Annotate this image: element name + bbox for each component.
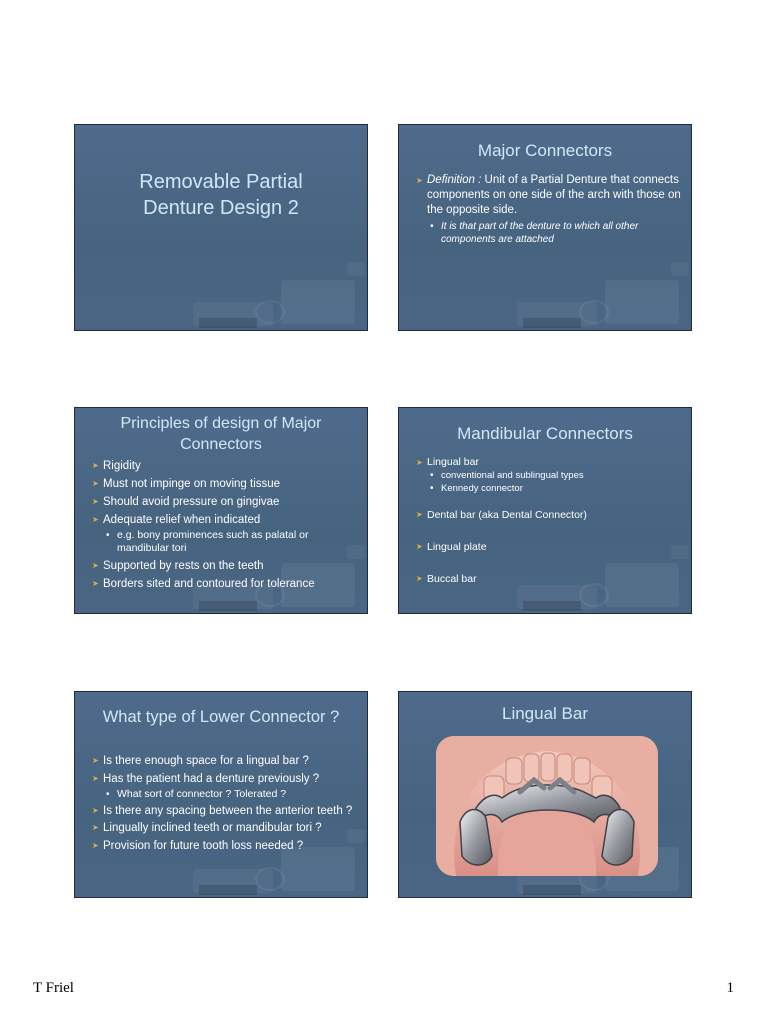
footer-author: T Friel bbox=[33, 980, 74, 996]
slide-heading: Mandibular Connectors bbox=[457, 424, 633, 443]
denture-illustration bbox=[436, 736, 658, 876]
sub-list bbox=[103, 788, 357, 801]
decor bbox=[199, 601, 257, 611]
list-item: • e.g. bony prominences such as palatal or mandibular tori bbox=[106, 529, 309, 554]
decor bbox=[347, 262, 365, 276]
lingual-bar-photo bbox=[436, 736, 658, 876]
list-item: ➤ Has the patient had a denture previously ? • What sort of connector ? Tolerated ? bbox=[93, 770, 357, 801]
decor bbox=[255, 867, 285, 891]
arrow-bullet-icon: ➤ bbox=[416, 510, 423, 519]
dot-bullet-icon: • bbox=[106, 789, 110, 800]
sub-list bbox=[427, 470, 681, 495]
arrow-bullet-icon: ➤ bbox=[92, 774, 99, 783]
arrow-bullet-icon: ➤ bbox=[92, 497, 99, 506]
slide-title bbox=[74, 124, 368, 331]
list-item: • Kennedy connector bbox=[430, 482, 523, 494]
decor bbox=[523, 601, 581, 611]
slide-heading: Lingual Bar bbox=[501, 704, 588, 723]
list-item: • conventional and sublingual types bbox=[430, 470, 584, 481]
definition-label: Definition : bbox=[427, 174, 482, 186]
slide-heading: Principles of design of Major Connectors bbox=[120, 415, 322, 453]
list-item: ➤ Supported by rests on the teeth bbox=[93, 557, 357, 575]
slide-lower-connector-question bbox=[74, 691, 368, 898]
arrow-bullet-icon: ➤ bbox=[416, 176, 423, 185]
decor bbox=[281, 280, 355, 324]
decor bbox=[605, 280, 679, 324]
arrow-bullet-icon: ➤ bbox=[416, 542, 423, 551]
arrow-bullet-icon: ➤ bbox=[92, 841, 99, 850]
list-item: ➤ Is there any spacing between the anterior teeth ? bbox=[92, 805, 353, 817]
list-item: ➤ Should avoid pressure on gingivae bbox=[93, 493, 357, 511]
dot-bullet-icon: • bbox=[430, 221, 434, 232]
arrow-bullet-icon: ➤ bbox=[92, 479, 99, 488]
decor bbox=[255, 300, 285, 324]
definition-text: Unit of a Partial Denture that connects components on one side of the arch with those on the opposite side. bbox=[427, 174, 681, 216]
list-item: • What sort of connector ? Tolerated ? bbox=[106, 788, 287, 800]
sub-list bbox=[427, 220, 681, 246]
slide-heading: Removable Partial Denture Design 2 bbox=[139, 171, 303, 219]
list-item: ➤ Adequate relief when indicated • e.g. bony prominences such as palatal or mandibular tori bbox=[93, 511, 357, 555]
list-item: ➤ Lingual plate bbox=[417, 538, 681, 556]
slide-lingual-bar bbox=[398, 691, 692, 898]
arrow-bullet-icon: ➤ bbox=[92, 515, 99, 524]
dot-bullet-icon: • bbox=[430, 470, 434, 481]
bullet-list bbox=[93, 457, 357, 593]
list-item: ➤ Buccal bar bbox=[417, 570, 681, 588]
list-item: • It is that part of the denture to which all other components are attached bbox=[430, 221, 639, 245]
sub-list bbox=[103, 529, 357, 555]
arrow-bullet-icon: ➤ bbox=[416, 458, 423, 467]
bullet-list bbox=[417, 455, 681, 588]
list-item: ➤ Rigidity bbox=[93, 457, 357, 475]
arrow-bullet-icon: ➤ bbox=[92, 823, 99, 832]
decor bbox=[199, 885, 257, 895]
decor bbox=[671, 262, 689, 276]
arrow-bullet-icon: ➤ bbox=[416, 574, 423, 583]
slide-heading: Major Connectors bbox=[477, 141, 613, 160]
slide-principles bbox=[74, 407, 368, 614]
slide-mandibular-connectors bbox=[398, 407, 692, 614]
arrow-bullet-icon: ➤ bbox=[92, 806, 99, 815]
arrow-bullet-icon: ➤ bbox=[92, 579, 99, 588]
slide-major-connectors bbox=[398, 124, 692, 331]
list-item: ➤ Borders sited and contoured for tolerance bbox=[93, 575, 357, 593]
decor bbox=[523, 885, 581, 895]
decor bbox=[199, 318, 257, 328]
list-item: ➤ Dental bar (aka Dental Connector) bbox=[417, 506, 681, 524]
list-item: ➤ Lingual bar • conventional and sublingual types • Kennedy connector bbox=[417, 455, 681, 495]
decor bbox=[523, 318, 581, 328]
dot-bullet-icon: • bbox=[106, 530, 110, 541]
bullet-list bbox=[93, 752, 357, 855]
dot-bullet-icon: • bbox=[430, 482, 434, 494]
arrow-bullet-icon: ➤ bbox=[92, 461, 99, 470]
slide-heading: What type of Lower Connector ? bbox=[102, 708, 340, 726]
decor bbox=[579, 300, 609, 324]
arrow-bullet-icon: ➤ bbox=[92, 561, 99, 570]
list-item: ➤ Lingually inclined teeth or mandibular tori ? bbox=[93, 819, 357, 837]
arrow-bullet-icon: ➤ bbox=[92, 756, 99, 765]
list-item: ➤ Is there enough space for a lingual bar ? bbox=[93, 752, 357, 770]
list-item: ➤ Provision for future tooth loss needed ? bbox=[93, 837, 357, 855]
bullet-list bbox=[417, 173, 681, 248]
list-item: ➤ Must not impinge on moving tissue bbox=[93, 475, 357, 493]
footer-page-number: 1 bbox=[726, 980, 734, 996]
list-item bbox=[417, 173, 681, 246]
